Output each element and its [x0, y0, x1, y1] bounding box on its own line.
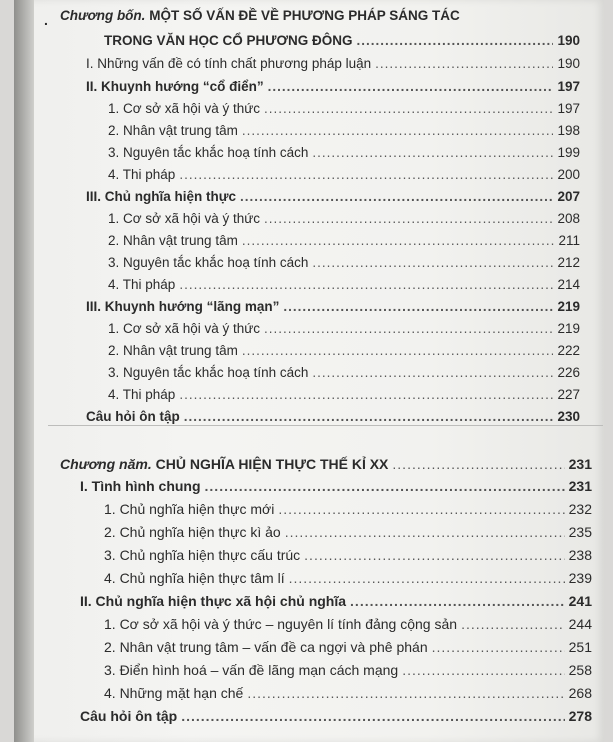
toc-entry[interactable] — [104, 616, 592, 638]
entry-text: II. Chủ nghĩa hiện thực xã hội chủ nghĩa — [80, 593, 347, 609]
page-number: 212 — [557, 255, 580, 270]
toc-entry[interactable] — [60, 456, 592, 478]
section-divider — [48, 425, 603, 426]
page-number: 197 — [557, 79, 580, 94]
page-number: 231 — [568, 478, 592, 494]
page-number: 241 — [568, 593, 592, 609]
toc-entry[interactable] — [108, 145, 580, 167]
chapter4-title-line2: TRONG VĂN HỌC CỔ PHƯƠNG ĐÔNG — [104, 33, 353, 48]
chapter5-label: Chương năm. — [60, 456, 152, 472]
leader-dots — [375, 56, 553, 71]
page-number: 219 — [557, 321, 580, 336]
entry-text: I. Những vấn đề có tính chất phương pháp luận — [86, 56, 372, 71]
entry-text: 2. Nhân vật trung tâm — [108, 123, 238, 138]
toc-entry[interactable] — [80, 478, 592, 500]
entry-text: 1. Cơ sở xã hội và ý thức — [108, 211, 261, 226]
entry-text: 4. Thi pháp — [108, 387, 176, 402]
chapter4-label: Chương bốn. — [60, 8, 146, 23]
leader-dots — [205, 478, 565, 494]
toc-entry[interactable] — [80, 593, 592, 615]
toc-entry[interactable] — [86, 79, 580, 101]
page-number: 211 — [558, 233, 580, 248]
chapter4-title-line1: MỘT SỐ VẤN ĐỀ VỀ PHƯƠNG PHÁP SÁNG TÁC — [149, 8, 460, 23]
entry-text: II. Khuynh hướng “cổ điển” — [86, 79, 264, 94]
chapter5-title: CHỦ NGHĨA HIỆN THỰC THẾ KỈ XX — [155, 456, 389, 472]
toc-entry[interactable] — [104, 639, 592, 661]
leader-dots — [278, 501, 564, 517]
toc-entry[interactable] — [108, 167, 580, 189]
leader-dots — [283, 299, 553, 314]
page-number: 227 — [557, 387, 580, 402]
leader-dots — [402, 662, 564, 678]
entry-text: III. Khuynh hướng “lãng mạn” — [86, 299, 280, 314]
leader-dots — [268, 79, 554, 94]
toc-entry[interactable] — [108, 101, 580, 123]
entry-text: 4. Chủ nghĩa hiện thực tâm lí — [104, 570, 285, 586]
page-number: 222 — [557, 343, 580, 358]
toc-entry[interactable] — [108, 211, 580, 233]
toc-entry[interactable] — [104, 524, 592, 546]
leader-dots — [350, 593, 565, 609]
leader-dots — [181, 708, 564, 724]
leader-dots — [242, 343, 554, 358]
toc-entry[interactable] — [108, 321, 580, 343]
page-number: 231 — [568, 456, 592, 472]
toc-entry[interactable] — [86, 299, 580, 321]
entry-text: 4. Thi pháp — [108, 167, 176, 182]
entry-text: Câu hỏi ôn tập — [80, 708, 178, 724]
leader-dots — [179, 167, 553, 182]
margin-mark: . — [44, 12, 48, 28]
toc-entry[interactable] — [86, 409, 580, 431]
leader-dots — [264, 321, 553, 336]
page-number: 244 — [568, 616, 592, 632]
leader-dots — [184, 409, 554, 424]
leader-dots — [312, 145, 553, 160]
leader-dots — [247, 685, 564, 701]
toc-entry[interactable] — [104, 570, 592, 592]
page-number: 230 — [557, 409, 580, 424]
entry-text: 1. Cơ sở xã hội và ý thức — [108, 101, 261, 116]
leader-dots — [285, 524, 565, 540]
leader-dots — [264, 101, 553, 116]
leader-dots — [264, 211, 553, 226]
page-number: 235 — [568, 524, 592, 540]
toc-entry[interactable] — [108, 365, 580, 387]
entry-text: 3. Chủ nghĩa hiện thực cấu trúc — [104, 547, 301, 563]
page-number: 258 — [568, 662, 592, 678]
page-number: 208 — [557, 211, 580, 226]
page-number: 238 — [568, 547, 592, 563]
entry-text: 1. Cơ sở xã hội và ý thức — [108, 321, 261, 336]
chapter4-heading-line1 — [60, 8, 580, 30]
page-number: 190 — [557, 56, 580, 71]
entry-text: 2. Nhân vật trung tâm — [108, 343, 238, 358]
page-number: 278 — [568, 708, 592, 724]
toc-entry[interactable] — [104, 662, 592, 684]
toc-entry[interactable] — [108, 123, 580, 145]
page-number: 190 — [557, 33, 580, 48]
leader-dots — [312, 365, 553, 380]
entry-text: 2. Chủ nghĩa hiện thực kì ảo — [104, 524, 281, 540]
page-number: 239 — [568, 570, 592, 586]
toc-entry[interactable] — [104, 501, 592, 523]
toc-entry[interactable] — [108, 343, 580, 365]
toc-entry[interactable] — [108, 387, 580, 409]
leader-dots — [312, 255, 553, 270]
leader-dots — [240, 189, 553, 204]
entry-text: Câu hỏi ôn tập — [86, 409, 180, 424]
leader-dots — [242, 233, 555, 248]
leader-dots — [304, 547, 564, 563]
leader-dots — [392, 456, 564, 472]
page-number: 232 — [568, 501, 592, 517]
entry-text: 4. Những mặt hạn chế — [104, 685, 244, 701]
entry-text: 3. Điển hình hoá – vấn đề lãng mạn cách mạng — [104, 662, 399, 678]
leader-dots — [356, 33, 553, 48]
leader-dots — [242, 123, 554, 138]
toc-entry[interactable] — [108, 233, 580, 255]
toc-entry[interactable] — [80, 708, 592, 730]
entry-text: 1. Cơ sở xã hội và ý thức – nguyên lí tính đảng cộng sản — [104, 616, 458, 632]
page-number: 200 — [557, 167, 580, 182]
toc-entry[interactable] — [86, 189, 580, 211]
entry-text: I. Tình hình chung — [80, 478, 201, 494]
entry-text: 2. Nhân vật trung tâm – vấn đề ca ngợi và phê phán — [104, 639, 428, 655]
leader-dots — [179, 387, 553, 402]
entry-text: III. Chủ nghĩa hiện thực — [86, 189, 237, 204]
toc-entry[interactable] — [108, 277, 580, 299]
toc-entry[interactable] — [104, 685, 592, 707]
toc-entry[interactable] — [86, 56, 580, 78]
leader-dots — [432, 639, 565, 655]
entry-text: 3. Nguyên tắc khắc hoạ tính cách — [108, 145, 309, 160]
book-spine-shadow — [14, 0, 34, 742]
entry-text: 4. Thi pháp — [108, 277, 176, 292]
entry-text: 3. Nguyên tắc khắc hoạ tính cách — [108, 255, 309, 270]
toc-entry[interactable] — [104, 33, 580, 55]
toc-entry[interactable] — [104, 547, 592, 569]
entry-text: 2. Nhân vật trung tâm — [108, 233, 238, 248]
book-page — [14, 0, 604, 742]
page-number: 214 — [557, 277, 580, 292]
page-number: 197 — [557, 101, 580, 116]
page-number: 219 — [557, 299, 580, 314]
entry-text: 1. Chủ nghĩa hiện thực mới — [104, 501, 275, 517]
page-number: 226 — [557, 365, 580, 380]
toc-entry[interactable] — [108, 255, 580, 277]
page-number: 268 — [568, 685, 592, 701]
leader-dots — [461, 616, 565, 632]
page-number: 198 — [557, 123, 580, 138]
page-number: 251 — [568, 639, 592, 655]
leader-dots — [289, 570, 565, 586]
entry-text: 3. Nguyên tắc khắc hoạ tính cách — [108, 365, 309, 380]
page-number: 207 — [557, 189, 580, 204]
leader-dots — [179, 277, 553, 292]
page-number: 199 — [557, 145, 580, 160]
